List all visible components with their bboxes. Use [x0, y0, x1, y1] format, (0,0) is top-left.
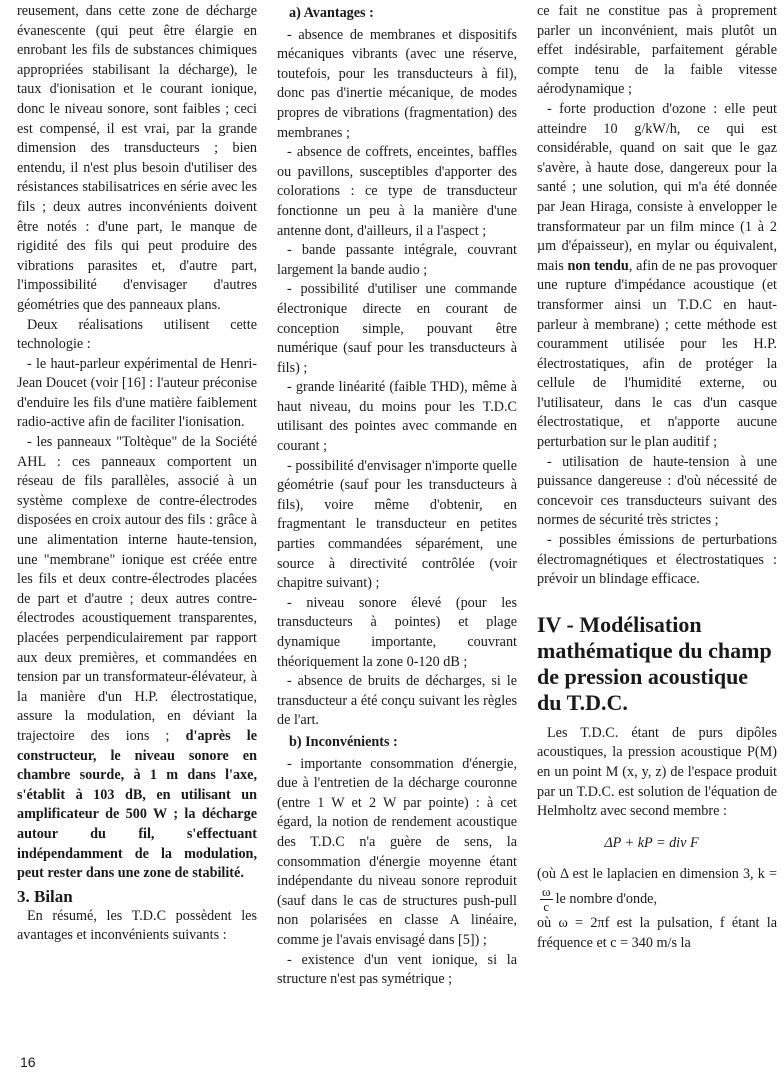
fraction-numerator: ω [542, 883, 551, 899]
column-3 [537, 2, 777, 953]
subheading-advantages: a) Avantages : [289, 5, 374, 21]
column-1 [17, 2, 257, 946]
chapter-title: IV - Modélisation mathématique du champ de pression acoustique du T.D.C. [537, 611, 772, 715]
subheading-disadvantages: b) Inconvénients : [289, 733, 398, 750]
paragraph [17, 433, 257, 884]
list-item: - importante consommation d'énergie, due à l'entretien de la décharge couronne (entre 1 W et 2 W par pointe) : à cet égard, la notion de rendement acoustique des T.D.C n'a guère de sens, la consommation d'énergie moyenne étant indépendante du niveau sonore reproduit (sauf dans le cas de structures push-pull non polarisées en classe A linéaire, comme je l'avais envisagé dans [5]) ; [277, 755, 517, 948]
list-item: - existence d'un vent ionique, si la structure n'est pas symétrique ; [277, 951, 517, 988]
list-item: - possibilité d'utiliser une commande électronique directe en courant de conception simple, pouvant être numérique (sauf pour les transducteurs à fils) ; [277, 281, 517, 376]
list-item: - utilisation de haute-tension à une puissance dangereuse : d'où nécessité de concevoir ces transducteurs suivant des normes de sécurité très strictes ; [537, 453, 777, 529]
fraction-denominator: c [543, 898, 550, 914]
list-item: - possibles émissions de perturbations électromagnétiques et électrostatiques : prévoir un blindage efficace. [537, 532, 777, 588]
helmholtz-equation: ΔP + kP = div F⃗ [604, 834, 710, 851]
list-item: - bande passante intégrale, couvrant largement la bande audio ; [277, 242, 517, 278]
list-item: - absence de coffrets, enceintes, baffles ou pavillons, susceptibles d'apporter des colorations : ce type de transducteur fonctionne un peu à la manière d'une antenne dont, d'ailleurs, il a l'aspect ; [277, 144, 517, 239]
paragraph: Les T.D.C. étant de purs dipôles acoustiques, la pression acoustique P(M) en un point M (x, y, z) de l'espace produit par un T.D.C. est solution de l'équation de Helmholtz avec second membre : [537, 724, 777, 820]
paragraph: Deux réalisations utilisent cette technologie : [17, 316, 257, 353]
list-item: - niveau sonore élevé (pour les transducteurs à pointes) et plage dynamique importante, couvrant théoriquement la zone 0-120 dB ; [277, 594, 517, 670]
paragraph-text: , afin de ne pas provoquer une rupture d'impédance acoustique (et transformer ainsi un T.D.C en haut-parleur à membrane) ; cette méthode est couramment utilisée pour les H.P. électrostatiques, afin de protéger la cellule de l'humidité externe, ou l'utilisateur, dans le cas d'un casque électrostatique, et n'apporte aucune perturbation sur le plan auditif ; [537, 257, 778, 451]
paragraph-text: - les panneaux "Toltèque" de la Société AHL : ces panneaux comportent un réseau de fils parallèles, associé à un système complexe de contre-électrodes disposées en croix autour des fils : grâce à une alimentation interne haute-tension, une "membrane" ionique est créée entre les fils et deux contre-électrodes placées de part et d'autre ; deux autres contre-électrodes acoustiquement transparentes, placées perpendiculairement par rapport aux deux premières, et commandées en tension par un transformateur-élévateur, à la manière d'un H.P. électrostatique, assure la modulation, en déviant la trajectoire des ions ; [17, 434, 257, 744]
paragraph [537, 865, 777, 914]
paragraph-text: (où Δ est le laplacien en dimension 3, k = [537, 866, 777, 883]
list-item [537, 100, 777, 453]
paragraph: - le haut-parleur expérimental de Henri-Jean Doucet (voir [16] : l'auteur préconise d'enduire les fils d'une matière faiblement radio-active afin de faciliter l'ionisation. [17, 355, 257, 431]
paragraph-text: le nombre d'onde, [555, 890, 658, 907]
fraction-omega-over-c [540, 885, 553, 914]
paragraph-text: - forte production d'ozone : elle peut atteindre 10 g/kW/h, ce qui est considérable, quand on sait que le gaz s'avère, à haute dose, dangereux pour la santé ; une solution, qui m'a été donnée par Jean Hiraga, consiste à envelopper le transformateur par un film mince (1 à 2 µm d'épaisseur), en mylar ou équivalent, mais [537, 100, 777, 274]
paragraph: où ω = 2πf est la pulsation, f étant la fréquence et c = 340 m/s la [537, 914, 777, 951]
list-item: - possibilité d'envisager n'importe quelle géométrie (sauf pour les transducteurs à fils), voire même d'obtenir, en fragmentant le transducteur en petites parties commandées séparément, une source à directivité contrôlée (voir chapitre suivant) ; [277, 457, 517, 592]
paragraph: reusement, dans cette zone de décharge évanescente (qui peut être élargie en enrobant les fils de substances chimiques appropriées stabilisant la décharge), le taux d'ionisation et le courant ionique, donc le niveau sonore, sont faibles ; ceci est compensé, il est vrai, par la grande dimension des transducteurs ; bien entendu, il n'est plus besoin d'utiliser des résistances stabilisatrices en série avec les fils ; deux autres inconvénients doivent être notés : d'une part, le manque de rigidité des fils qui peut produire des vibrations parasites et, d'autre part, l'impossibilité d'envisager d'autres géométries que des panneaux plans. [17, 3, 257, 313]
bold-text: d'après le constructeur, le niveau sonore en chambre sourde, à 1 m dans l'axe, s'établit à 103 dB, en utilisant un amplificateur de 500 W ; la décharge autour du fil, s'effectuant indépendamment de la modulation, peut rester dans une zone de stabilité. [17, 727, 257, 882]
paragraph: En résumé, les T.D.C possèdent les avantages et inconvénients suivants : [17, 907, 257, 944]
paragraph: ce fait ne constitue pas à proprement parler un inconvénient, mais plutôt un effet indésirable, parfaitement gérable compte tenu de la faible vitesse aérodynamique ; [537, 3, 777, 98]
list-item: - absence de bruits de décharges, si le transducteur a été conçu suivant les règles de l'art. [277, 673, 517, 729]
section-heading: 3. Bilan [17, 886, 73, 906]
bold-text: non tendu [567, 257, 629, 274]
page-number: 16 [20, 1054, 36, 1070]
list-item: - grande linéarité (faible THD), même à haut niveau, du moins pour les T.D.C utilisant des pointes avec commande en courant ; [277, 379, 517, 455]
column-2 [277, 2, 517, 990]
list-item: - absence de membranes et dispositifs mécaniques vibrants (avec une réserve, toutefois, pour les transducteurs à fil), donc pas d'inertie mécanique, de modes propres de vibrations (fragmentation) des membranes ; [277, 26, 517, 141]
